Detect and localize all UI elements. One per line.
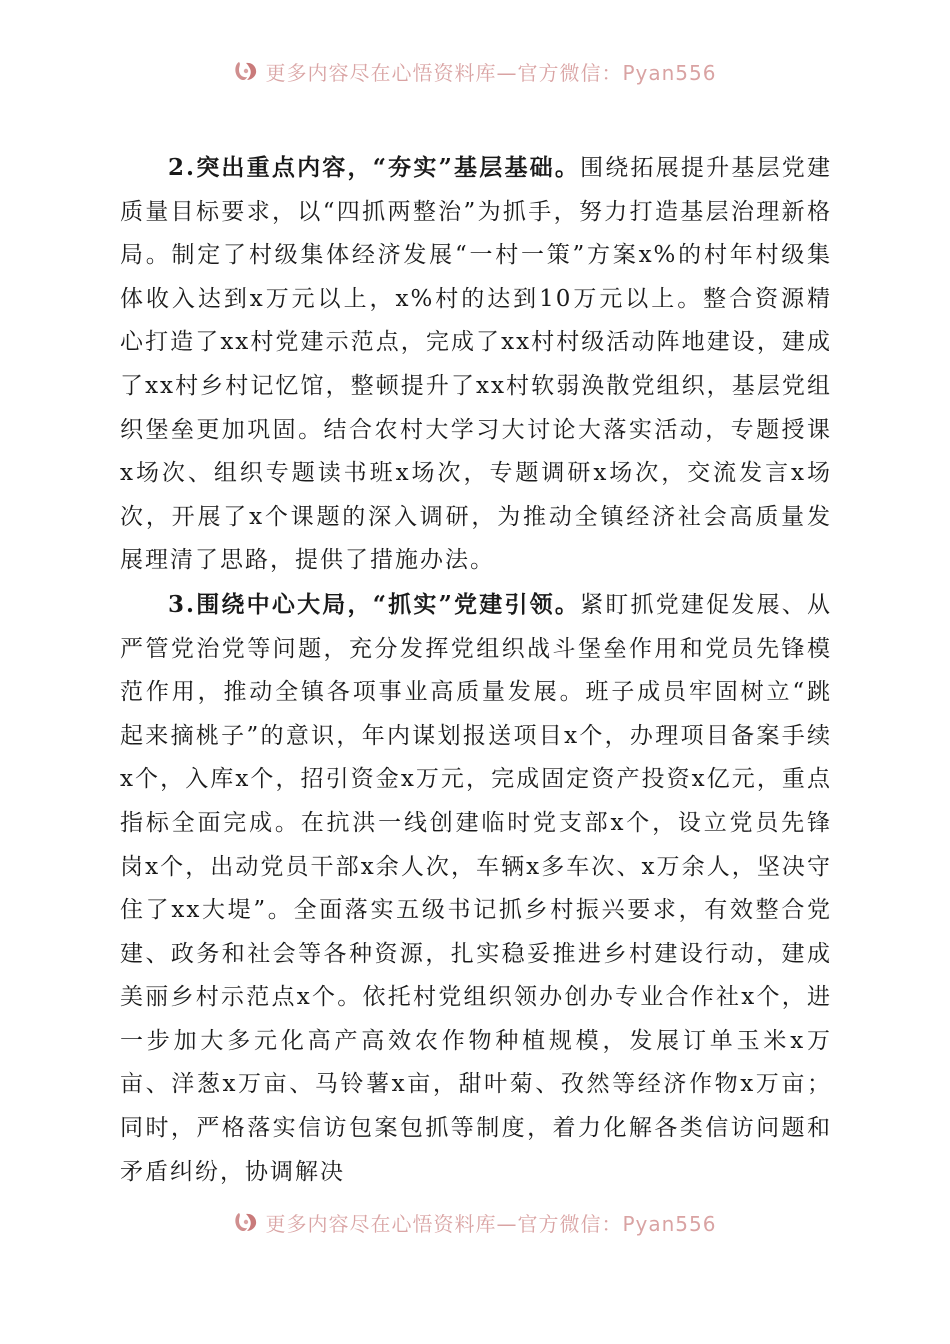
paragraph-2	[120, 146, 832, 583]
paragraph-heading: 2.突出重点内容，“夯实”基层基础。	[168, 154, 581, 181]
paragraph-3	[120, 583, 832, 1194]
paragraph-heading: 3.围绕中心大局，“抓实”党建引领。	[168, 590, 581, 618]
header-watermark	[0, 56, 950, 86]
watermark-text: 更多内容尽在心悟资料库—官方微信：Pyan556	[265, 60, 717, 85]
brand-logo-icon	[233, 59, 259, 83]
document-body	[120, 146, 832, 1194]
brand-logo-icon	[233, 1210, 259, 1234]
paragraph-text: 紧盯抓党建促发展、从严管党治党等问题，充分发挥党组织战斗堡垒作用和党员先锋模范作用，推动全镇各项事业高质量发展。班子成员牢固树立“跳起来摘桃子”的意识，年内谋划报送项目x个，办理项目备案手续x个，入库x个，招引资金x万元，完成固定资产投资x亿元，重点指标全面完成。在抗洪一线创建临时党支部x个，设立党员先锋岗x个，出动党员干部x余人次，车辆x多车次、x万余人，坚决守住了xx大堤”。全面落实五级书记抓乡村振兴要求，有效整合党建、政务和社会等各种资源，扎实稳妥推进乡村建设行动，建成美丽乡村示范点x个。依托村党组织领办创办专业合作社x个，进一步加大多元化高产高效农作物种植规模，发展订单玉米x万亩、洋葱x万亩、马铃薯x亩，甜叶菊、孜然等经济作物x万亩；同时，严格落实信访包案包抓等制度，着力化解各类信访问题和矛盾纠纷，协调解决	[120, 591, 832, 1185]
watermark-text: 更多内容尽在心悟资料库—官方微信：Pyan556	[265, 1211, 717, 1236]
paragraph-text: 围绕拓展提升基层党建质量目标要求，以“四抓两整治”为抓手，努力打造基层治理新格局。制定了村级集体经济发展“一村一策”方案x%的村年村级集体收入达到x万元以上，x%村的达到10万元以上。整合资源精心打造了xx村党建示范点，完成了xx村村级活动阵地建设，建成了xx村乡村记忆馆，整顿提升了xx村软弱涣散党组织，基层党组织堡垒更加巩固。结合农村大学习大讨论大落实活动，专题授课x场次、组织专题读书班x场次，专题调研x场次，交流发言x场次，开展了x个课题的深入调研，为推动全镇经济社会高质量发展理清了思路，提供了措施办法。	[120, 155, 832, 574]
footer-watermark	[0, 1207, 950, 1237]
